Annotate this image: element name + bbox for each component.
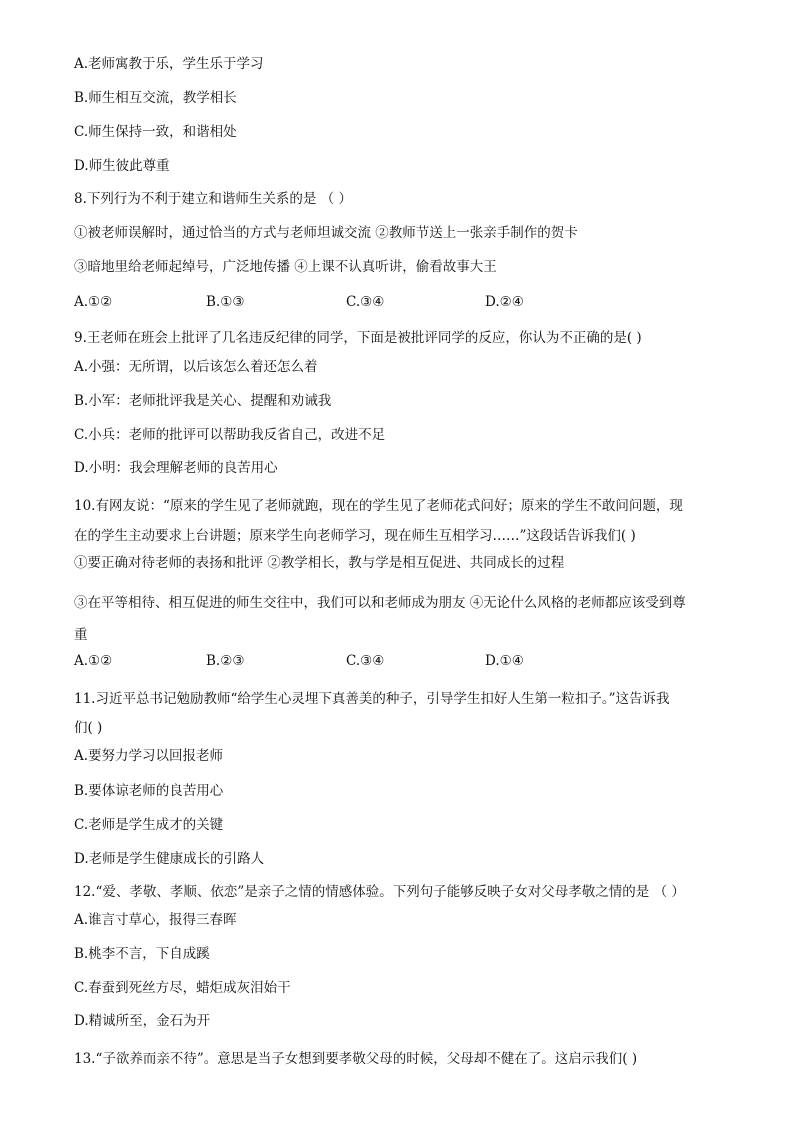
- q8-item-1: ①被老师误解时，通过恰当的方式与老师坦诚交流 ②教师节送上一张亲手制作的贺卡: [74, 225, 578, 241]
- q10-option-d: D.①④: [485, 653, 524, 669]
- q12-option-d: D.精诚所至，金石为开: [74, 1013, 211, 1029]
- q10-item-1: ①要正确对待老师的表扬和批评 ②教学相长，教与学是相互促进、共同成长的过程: [74, 555, 565, 571]
- q9-option-a: A.小强：无所谓，以后该怎么着还怎么着: [74, 359, 318, 375]
- q12-option-b: B.桃李不言，下自成蹊: [74, 946, 210, 962]
- q8-item-2: ③暗地里给老师起绰号，广泛地传播 ④上课不认真听讲，偷看故事大王: [74, 259, 497, 275]
- q7-option-a: A.老师寓教于乐，学生乐于学习: [74, 56, 264, 72]
- q11-option-b: B.要体谅老师的良苦用心: [74, 783, 224, 799]
- q10-option-c: C.③④: [346, 653, 385, 669]
- q12-option-c: C.春蚕到死丝方尽，蜡炬成灰泪始干: [74, 980, 291, 996]
- q12-option-a: A.谁言寸草心，报得三春晖: [74, 912, 237, 928]
- q11-option-c: C.老师是学生成才的关键: [74, 817, 224, 833]
- q10-stem-line-2: 在的学生主动要求上台讲题；原来学生向老师学习，现在师生互相学习……”这段话告诉我们( ): [74, 528, 636, 544]
- q8-option-b: B.①③: [206, 294, 245, 310]
- q11-stem-line-2: 们( ): [74, 720, 103, 736]
- q10-item-2-line-1: ③在平等相待、相互促进的师生交往中，我们可以和老师成为朋友 ④无论什么风格的老师都应该受到尊: [74, 595, 686, 611]
- q9-stem: 9.王老师在班会上批评了几名违反纪律的同学，下面是被批评同学的反应，你认为不正确的是( ): [74, 330, 642, 346]
- q9-option-b: B.小军：老师批评我是关心、提醒和劝诫我: [74, 393, 332, 409]
- q10-stem-line-1: 10.有网友说：“原来的学生见了老师就跑，现在的学生见了老师花式问好；原来的学生不敢问问题，现: [74, 498, 683, 514]
- q7-option-b: B.师生相互交流，教学相长: [74, 90, 237, 106]
- q7-option-c: C.师生保持一致，和谐相处: [74, 124, 237, 140]
- q10-options: [74, 652, 714, 670]
- q13-stem: 13.“子欲养而亲不待”。意思是当子女想到要孝敬父母的时候，父母却不健在了。这启示我们( ): [74, 1051, 638, 1067]
- q8-stem: 8.下列行为不利于建立和谐师生关系的是 （ ）: [74, 191, 352, 207]
- q9-option-d: D.小明：我会理解老师的良苦用心: [74, 460, 278, 476]
- q10-item-2-line-2: 重: [74, 627, 88, 643]
- q8-option-d: D.②④: [485, 294, 524, 310]
- q12-stem: 12.“爱、孝敬、孝顺、依恋”是亲子之情的情感体验。下列句子能够反映子女对父母孝敬之情的是 （ ）: [74, 884, 685, 900]
- q11-option-a: A.要努力学习以回报老师: [74, 748, 224, 764]
- q8-option-a: A.①②: [74, 294, 113, 310]
- q8-option-c: C.③④: [346, 294, 385, 310]
- q10-option-b: B.②③: [206, 653, 245, 669]
- q11-option-d: D.老师是学生健康成长的引路人: [74, 851, 265, 867]
- q10-option-a: A.①②: [74, 653, 113, 669]
- q11-stem-line-1: 11.习近平总书记勉励教师“给学生心灵埋下真善美的种子，引导学生扣好人生第一粒扣子。”这告诉我: [74, 691, 670, 707]
- q7-option-d: D.师生彼此尊重: [74, 158, 170, 174]
- q8-options: [74, 293, 714, 311]
- q9-option-c: C.小兵：老师的批评可以帮助我反省自己，改进不足: [74, 427, 386, 443]
